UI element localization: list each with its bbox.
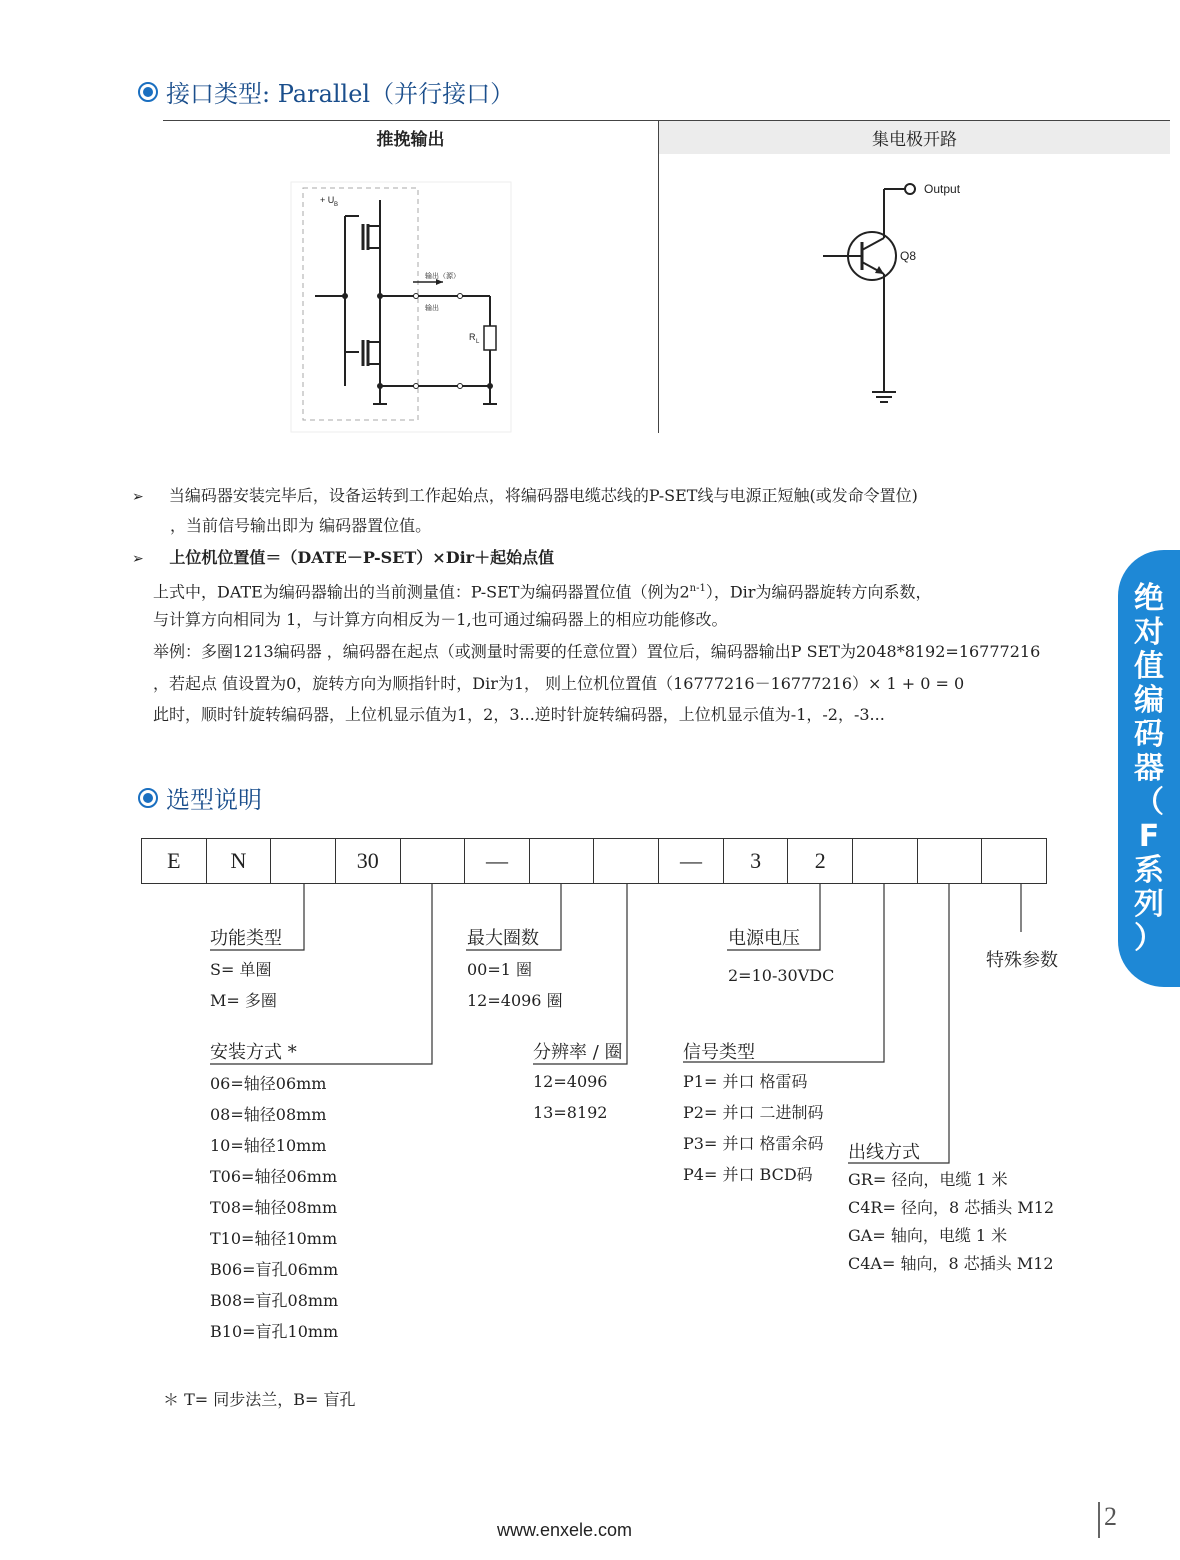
group-mounting xyxy=(210,1038,338,1347)
group-function xyxy=(210,924,282,1016)
option-item: C4A= 轴向，8 芯插头 M12 xyxy=(848,1254,1054,1273)
output-label: 输出 xyxy=(425,304,439,312)
arrow-bullet-icon: ➢ xyxy=(132,551,144,567)
option-item: GA= 轴向，电缆 1 米 xyxy=(848,1226,1008,1245)
option-item: 00=1 圈 xyxy=(467,960,533,979)
open-collector-header: 集电极开路 xyxy=(659,121,1170,154)
option-item: T10=轴径10mm xyxy=(210,1229,338,1248)
note-bullet-1-cont: ，当前信号输出即为 编码器置位值。 xyxy=(170,516,432,535)
group-title: 最大圈数 xyxy=(467,928,539,949)
option-item: B10=盲孔10mm xyxy=(210,1322,339,1341)
option-item: 12=4096 圈 xyxy=(467,991,563,1010)
group-title: 信号类型 xyxy=(683,1042,755,1063)
series-side-tab xyxy=(1118,550,1180,987)
output-terminal-label: Output xyxy=(924,182,961,196)
note-para-3: 举例：多圈1213编码器 ，编码器在起点（或测量时需要的任意位置）置位后，编码器输出P SET为2048*8192=16777216 xyxy=(153,642,1041,661)
option-item: P2= 并口 二进制码 xyxy=(683,1103,824,1122)
output-source-label: 输出（源） xyxy=(425,272,460,280)
group-max-turns xyxy=(467,924,563,1016)
page-divider xyxy=(1098,1502,1100,1538)
side-tab-char: 编 xyxy=(1134,682,1164,718)
note-para-4: ，若起点 值设置为0，旋转方向为顺指针时，Dir为1， 则上位机位置值（16777216－16777216）× 1 + 0 = 0 xyxy=(153,674,965,693)
option-item: 06=轴径06mm xyxy=(210,1074,327,1093)
side-tab-char: （ xyxy=(1134,784,1164,820)
option-item: T06=轴径06mm xyxy=(210,1167,338,1186)
code-cell: — xyxy=(465,839,530,883)
option-item: P1= 并口 格雷码 xyxy=(683,1072,808,1091)
option-item: GR= 径向，电缆 1 米 xyxy=(848,1170,1008,1189)
option-item: P3= 并口 格雷余码 xyxy=(683,1134,824,1153)
option-item: B06=盲孔06mm xyxy=(210,1260,339,1279)
code-cell: 30 xyxy=(336,839,401,883)
side-tab-char: F xyxy=(1138,818,1160,854)
side-tab-char: 绝 xyxy=(1134,580,1164,616)
note-superscript: n-1 xyxy=(689,583,706,594)
side-tab-char: 系 xyxy=(1134,852,1164,888)
note-para-2: 与计算方向相同为 1，与计算方向相反为－1,也可通过编码器上的相应功能修改。 xyxy=(153,610,728,629)
side-tab-char: ） xyxy=(1134,920,1164,956)
option-item: B08=盲孔08mm xyxy=(210,1291,339,1310)
side-tab-char: 码 xyxy=(1134,716,1164,752)
formula-text: 上位机位置值＝（DATE－P-SET）×Dir＋起始点值 xyxy=(169,548,555,567)
note-text: 上式中，DATE为编码器输出的当前测量值：P-SET为编码器置位值（例为2 xyxy=(153,582,690,602)
option-item: C4R= 径向，8 芯插头 M12 xyxy=(848,1198,1055,1217)
footer-website: www.enxele.com xyxy=(497,1520,633,1540)
note-text: ），Dir为编码器旋转方向系数， xyxy=(705,582,932,602)
option-item: M= 多圈 xyxy=(210,991,277,1010)
code-cell: E xyxy=(142,839,207,883)
group-signal xyxy=(683,1038,824,1190)
group-voltage xyxy=(728,924,834,991)
note-para-5: 此时，顺时针旋转编码器，上位机显示值为1，2，3...逆时针旋转编码器，上位机显示值为-1，-2，-3... xyxy=(153,705,885,724)
side-tab-char: 列 xyxy=(1134,886,1164,922)
group-title: 安装方式 * xyxy=(210,1042,297,1063)
side-tab-char: 值 xyxy=(1134,648,1164,684)
group-cable xyxy=(848,1138,1054,1278)
load-label: R xyxy=(469,332,476,342)
side-tab-char: 对 xyxy=(1134,614,1164,650)
push-pull-header: 推挽输出 xyxy=(376,130,445,150)
group-special xyxy=(986,946,1058,972)
code-cell: N xyxy=(207,839,272,883)
section-title-text: 接口类型: Parallel（并行接口） xyxy=(166,80,515,108)
supply-sub-label: B xyxy=(334,202,339,208)
group-title: 分辨率 / 圈 xyxy=(533,1042,623,1063)
transistor-label: Q8 xyxy=(900,249,917,263)
code-cell: 2 xyxy=(788,839,853,883)
option-item: 2=10-30VDC xyxy=(728,966,835,985)
option-item: 10=轴径10mm xyxy=(210,1136,327,1155)
option-item: S= 单圈 xyxy=(210,960,272,979)
group-title: 功能类型 xyxy=(210,928,282,949)
option-item: P4= 并口 BCD码 xyxy=(683,1165,813,1184)
page-number: 2 xyxy=(1104,1502,1117,1531)
option-item: 08=轴径08mm xyxy=(210,1105,327,1124)
supply-label: + U xyxy=(320,195,335,205)
section-title-text: 选型说明 xyxy=(166,786,262,814)
side-tab-char: 器 xyxy=(1134,750,1164,786)
footnote: ＊ T= 同步法兰，B= 盲孔 xyxy=(163,1390,356,1409)
group-title: 电源电压 xyxy=(728,928,800,949)
code-cell: — xyxy=(659,839,724,883)
code-cell: 3 xyxy=(724,839,789,883)
arrow-bullet-icon: ➢ xyxy=(132,489,144,505)
option-item: 13=8192 xyxy=(533,1103,608,1122)
load-sub-label: L xyxy=(476,339,480,345)
group-resolution xyxy=(533,1038,623,1128)
option-item: T08=轴径08mm xyxy=(210,1198,338,1217)
option-item: 12=4096 xyxy=(533,1072,608,1091)
note-text: 当编码器安装完毕后，设备运转到工作起始点，将编码器电缆芯线的P-SET线与电源正短触(或发命令置位) xyxy=(168,486,918,505)
group-title: 出线方式 xyxy=(848,1142,920,1163)
group-title: 特殊参数 xyxy=(986,950,1058,971)
